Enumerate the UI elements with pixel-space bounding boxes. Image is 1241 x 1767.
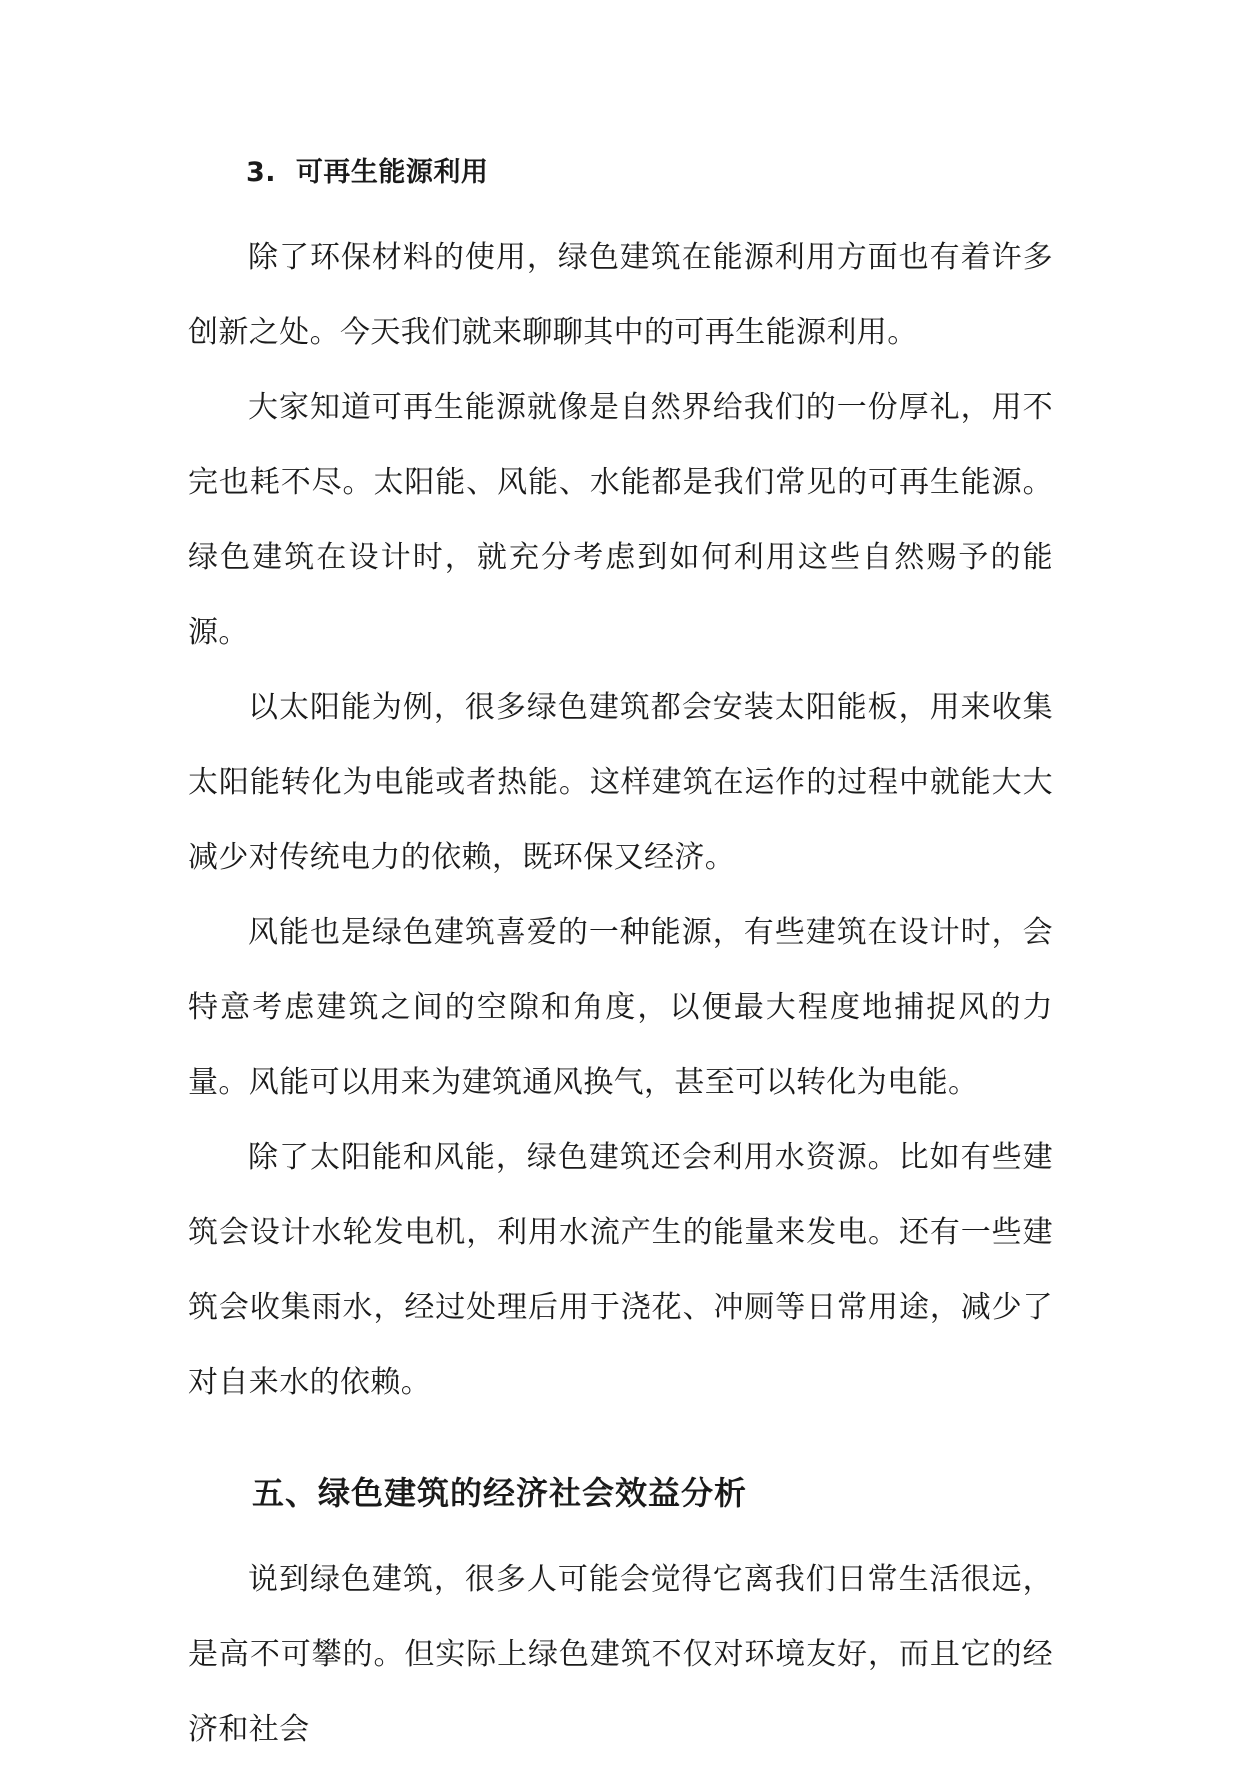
subsection-title: 可再生能源利用 (295, 157, 489, 188)
paragraph-wind: 风能也是绿色建筑喜爱的一种能源，有些建筑在设计时，会特意考虑建筑之间的空隙和角度，以便最大程度地捕捉风的力量。风能可以用来为建筑通风换气，甚至可以转化为电能。 (188, 915, 1053, 1100)
paragraph-solar: 以太阳能为例，很多绿色建筑都会安装太阳能板，用来收集太阳能转化为电能或者热能。这样建筑在运作的过程中就能大大减少对传统电力的依赖，既环保又经济。 (188, 690, 1053, 875)
subsection-number: 3. (246, 157, 277, 188)
paragraph-economic-intro: 说到绿色建筑，很多人可能会觉得它离我们日常生活很远，是高不可攀的。但实际上绿色建筑不仅对环境友好，而且它的经济和社会 (188, 1562, 1053, 1747)
paragraph-renewable-overview: 大家知道可再生能源就像是自然界给我们的一份厚礼，用不完也耗不尽。太阳能、风能、水能都是我们常见的可再生能源。绿色建筑在设计时，就充分考虑到如何利用这些自然赐予的能源。 (188, 390, 1053, 650)
section-heading: 五、绿色建筑的经济社会效益分析 (252, 1474, 748, 1512)
subsection-heading (188, 145, 1053, 201)
paragraph-intro: 除了环保材料的使用，绿色建筑在能源利用方面也有着许多创新之处。今天我们就来聊聊其中的可再生能源利用。 (188, 240, 1053, 350)
paragraph-water: 除了太阳能和风能，绿色建筑还会利用水资源。比如有些建筑会设计水轮发电机，利用水流产生的能量来发电。还有一些建筑会收集雨水，经过处理后用于浇花、冲厕等日常用途，减少了对自来水的依赖。 (188, 1140, 1053, 1400)
document-body (188, 145, 1053, 1767)
